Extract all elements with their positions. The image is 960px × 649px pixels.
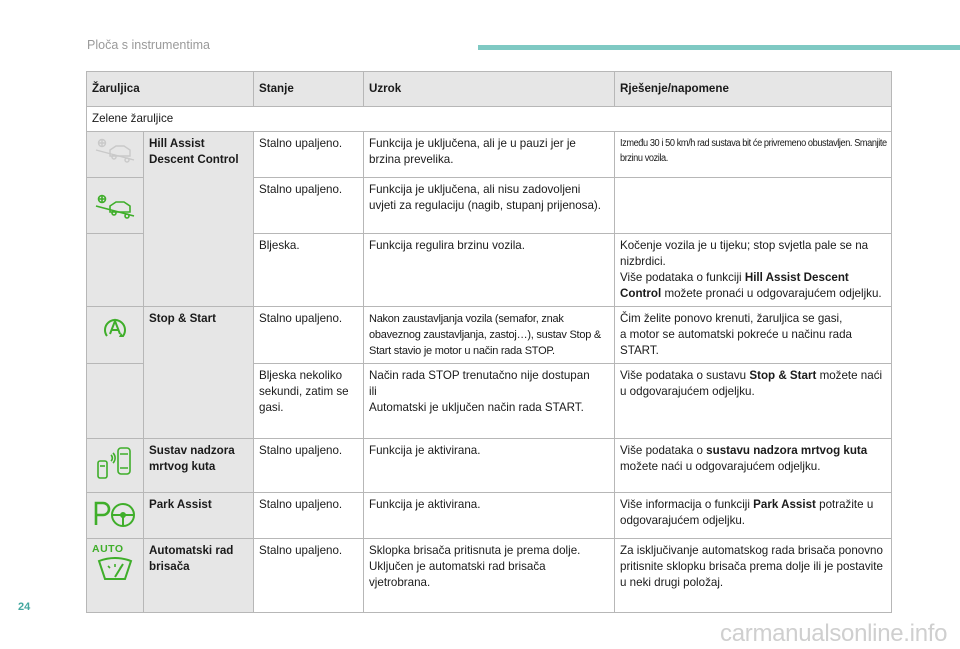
blind-spot-note-bold: sustavu nadzora mrtvog kuta [706,444,868,457]
table-row [87,132,892,178]
hill-descent-icon-cell-empty [87,234,144,307]
table-row [87,539,892,613]
column-header-lamp: Žaruljica [87,72,254,107]
stop-start-icon-cell-empty [87,364,144,439]
hill-assist-state-2: Stalno upaljeno. [254,178,364,234]
park-assist-note-a: Više informacija o funkciji [620,498,754,511]
park-assist-note-bold: Park Assist [753,498,816,511]
table-row [87,493,892,539]
stop-start-state-2: Bljeska nekoliko sekundi, zatim se gasi. [254,364,364,439]
column-header-cause: Uzrok [364,72,615,107]
auto-wipers-cause: Sklopka brisača pritisnuta je prema dolje. Uključen je automatski rad brisača vjetrobrana. [364,539,615,613]
blind-spot-cause: Funkcija je aktivirana. [364,439,615,493]
stop-start-note-2-bold: Stop & Start [749,369,817,382]
column-header-solution: Rješenje/napomene [615,72,892,107]
park-assist-cause: Funkcija je aktivirana. [364,493,615,539]
hill-assist-note-3-bold: Hill Assist Descent Control [620,271,849,300]
blind-spot-icon [87,439,144,493]
hill-descent-standby-icon [87,178,144,234]
table-header-row [87,72,892,107]
blind-spot-name: Sustav nadzora mrtvog kuta [144,439,254,493]
stop-start-cause-1-text: Nakon zaustavljanja vozila (semafor, znak obaveznog zaustavljanja, zastoj…), sustav Stop & Start stavio je motor u način rada STOP. [369,313,601,357]
park-assist-note-b: potražite u odgovarajućem odjeljku. [620,498,874,527]
park-assist-name: Park Assist [144,493,254,539]
auto-wipers-state: Stalno upaljeno. [254,539,364,613]
hill-assist-note-3 [615,234,892,307]
hill-assist-name: Hill Assist Descent Control [144,132,254,307]
auto-wipers-name: Automatski rad brisača [144,539,254,613]
hill-assist-note-1-text: Između 30 i 50 km/h rad sustava bit će privremeno obustavljen. Smanjite brzinu vozila. [620,138,887,164]
table-row [87,307,892,364]
stop-start-note-2a: Više podataka o sustavu [620,369,750,382]
auto-wipers-icon [87,539,144,613]
group-label: Zelene žaruljice [87,107,892,132]
stop-start-name: Stop & Start [144,307,254,439]
stop-start-note-2b: možete naći u odgovarajućem odjeljku. [620,369,883,398]
hill-descent-active-icon [87,132,144,178]
hill-assist-state-3: Bljeska. [254,234,364,307]
blind-spot-note-a: Više podataka o [620,444,707,457]
blind-spot-note [615,439,892,493]
hill-assist-note-3c: možete pronaći u odgovarajućem odjeljku. [661,287,882,300]
header-accent-bar [478,45,960,50]
park-assist-note [615,493,892,539]
stop-start-note-1b: a motor se automatski pokreće u načinu rada START. [620,328,852,357]
stop-start-cause-1 [364,307,615,364]
section-title: Ploča s instrumentima [87,38,210,52]
hill-assist-note-2 [615,178,892,234]
table-row [87,439,892,493]
park-assist-icon [87,493,144,539]
stop-start-note-2 [615,364,892,439]
stop-start-note-1 [615,307,892,364]
watermark: carmanualsonline.info [720,620,948,647]
auto-wipers-note: Za isključivanje automatskog rada brisača ponovno pritisnite sklopku brisača prema dolje ili je postavite u neki drugi položaj. [615,539,892,613]
stop-start-cause-2b: ili [369,385,377,398]
warning-lamps-table [86,71,892,613]
hill-assist-note-3b: Više podataka o funkciji [620,271,745,284]
group-row [87,107,892,132]
auto-wipers-icon-text: AUTO [92,543,124,555]
blind-spot-state: Stalno upaljeno. [254,439,364,493]
hill-assist-note-3a: Kočenje vozila je u tijeku; stop svjetla pale se na nizbrdici. [620,239,869,268]
hill-assist-cause-2: Funkcija je uključena, ali nisu zadovoljeni uvjeti za regulaciju (nagib, stupanj prijenosa). [364,178,615,234]
hill-assist-cause-1: Funkcija je uključena, ali je u pauzi jer je brzina prevelika. [364,132,615,178]
stop-start-cause-2c: Automatski je uključen način rada START. [369,401,584,414]
hill-assist-note-1 [615,132,892,178]
page-number: 24 [18,601,31,613]
column-header-state: Stanje [254,72,364,107]
park-assist-state: Stalno upaljeno. [254,493,364,539]
stop-start-state-1: Stalno upaljeno. [254,307,364,364]
hill-assist-cause-3: Funkcija regulira brzinu vozila. [364,234,615,307]
hill-assist-state-1: Stalno upaljeno. [254,132,364,178]
stop-start-cause-2 [364,364,615,439]
stop-start-icon [87,307,144,364]
stop-start-note-1a: Čim želite ponovo krenuti, žaruljica se gasi, [620,312,843,325]
stop-start-cause-2a: Način rada STOP trenutačno nije dostupan [369,369,590,382]
blind-spot-note-b: možete naći u odgovarajućem odjeljku. [620,460,821,473]
